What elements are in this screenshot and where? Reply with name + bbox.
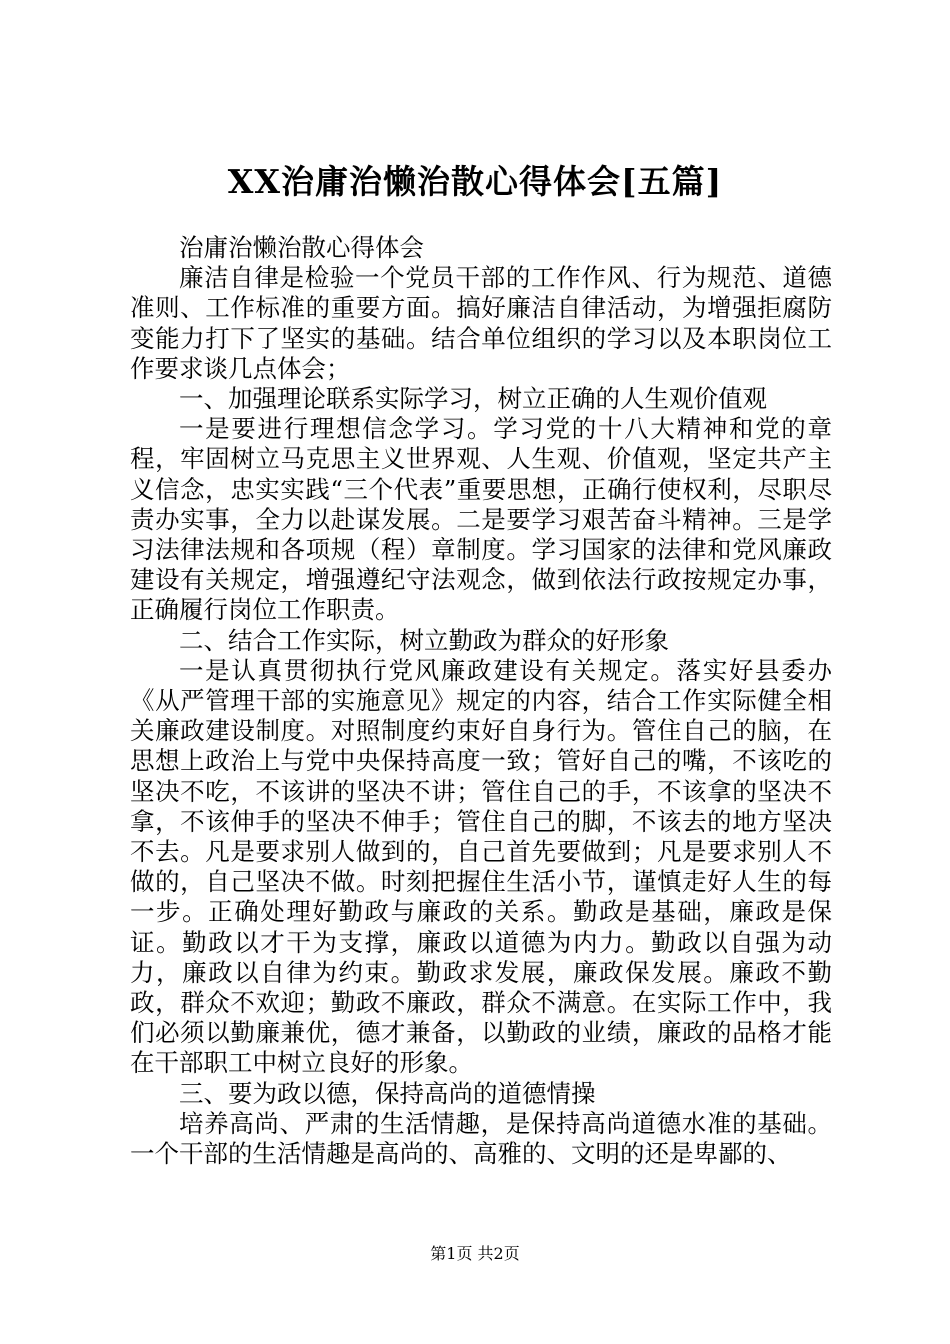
document-body <box>130 233 832 1169</box>
section-heading: 一、加强理论联系实际学习，树立正确的人生观价值观 <box>179 384 767 414</box>
page-title: XX治庸治懒治散心得体会[五篇] <box>227 162 723 201</box>
page-number-footer: 第1页 共2页 <box>430 1244 520 1263</box>
section-heading: 三、要为政以德，保持高尚的道德情操 <box>179 1078 596 1108</box>
body-paragraph: 廉洁自律是检验一个党员干部的工作作风、行为规范、道德准则、工作标准的重要方面。搞好廉洁自律活动，为增强拒腐防变能力打下了坚实的基础。结合单位组织的学习以及本职岗位工作要求谈几点体会； <box>130 263 832 383</box>
body-paragraph: 一是认真贯彻执行党风廉政建设有关规定。落实好县委办《从严管理干部的实施意见》规定的内容，结合工作实际健全相关廉政建设制度。对照制度约束好自身行为。管住自己的脑，在思想上政治上与党中央保持高度一致；管好自己的嘴，不该吃的坚决不吃，不该讲的坚决不讲；管住自己的手，不该拿的坚决不拿，不该伸手的坚决不伸手；管住自己的脚，不该去的地方坚决不去。凡是要求别人做到的，自己首先要做到；凡是要求别人不做的，自己坚决不做。时刻把握住生活小节，谨慎走好人生的每一步。正确处理好勤政与廉政的关系。勤政是基础，廉政是保证。勤政以才干为支撑，廉政以道德为内力。勤政以自强为动力，廉政以自律为约束。勤政求发展，廉政保发展。廉政不勤政，群众不欢迎；勤政不廉政，群众不满意。在实际工作中，我们必须以勤廉兼优，德才兼备，以勤政的业绩，廉政的品格才能在干部职工中树立良好的形象。 <box>130 655 832 1078</box>
body-paragraph: 一是要进行理想信念学习。学习党的十八大精神和党的章程，牢固树立马克思主义世界观、人生观、价值观，坚定共产主义信念，忠实实践“三个代表”重要思想，正确行使权利，尽职尽责办实事，全力以赴谋发展。二是要学习艰苦奋斗精神。三是学习法律法规和各项规（程）章制度。学习国家的法律和党风廉政建设有关规定，增强遵纪守法观念，做到依法行政按规定办事，正确履行岗位工作职责。 <box>130 414 832 625</box>
section-heading: 二、结合工作实际，树立勤政为群众的好形象 <box>179 625 669 655</box>
subtitle-paragraph: 治庸治懒治散心得体会 <box>179 233 424 262</box>
body-paragraph: 培养高尚、严肃的生活情趣，是保持高尚道德水准的基础。一个干部的生活情趣是高尚的、高雅的、文明的还是卑鄙的、 <box>130 1108 832 1169</box>
